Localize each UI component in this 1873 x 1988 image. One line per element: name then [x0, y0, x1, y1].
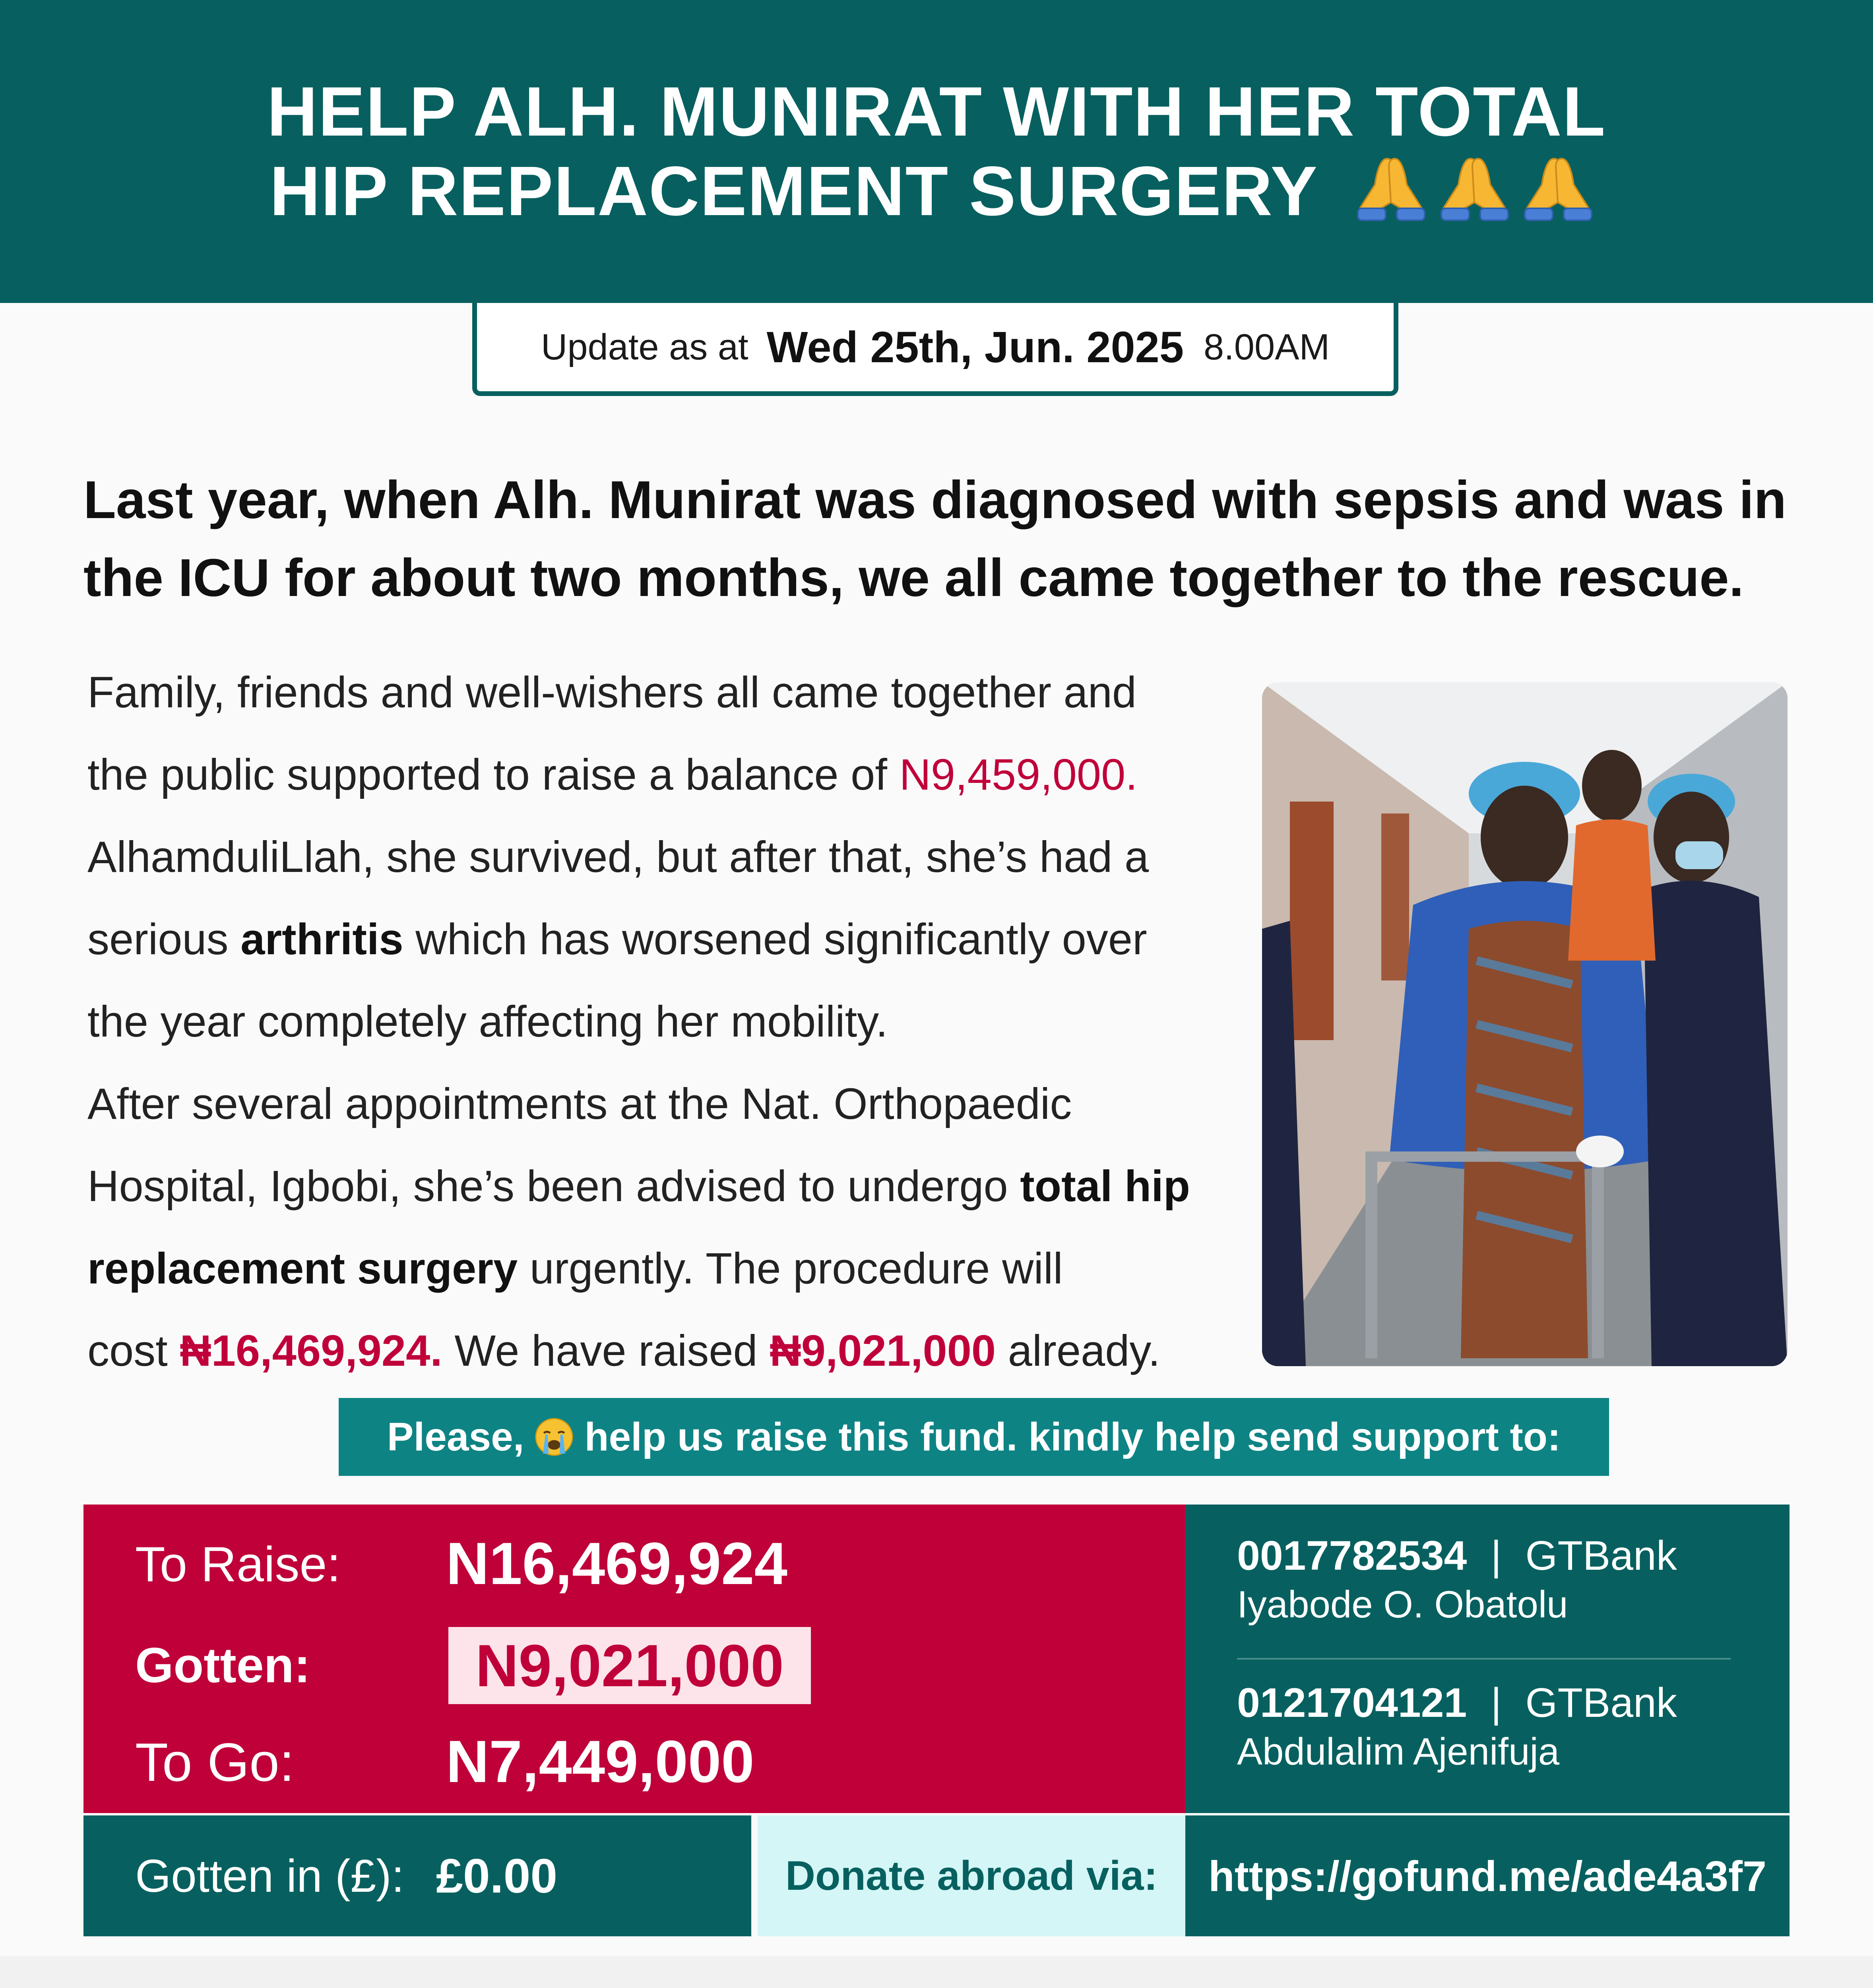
story-row: the year completely affecting her mobility. — [87, 997, 888, 1046]
gotten-value: N9,021,000 — [448, 1627, 811, 1704]
donate-abroad-label: Donate abroad via: — [785, 1852, 1158, 1899]
story-row — [87, 1227, 1248, 1310]
cost-amount: ₦16,469,924. — [180, 1326, 442, 1375]
update-badge — [472, 303, 1398, 396]
account-separator: | — [1491, 1680, 1502, 1726]
header-banner — [0, 0, 1873, 303]
fund-summary — [83, 1505, 1185, 1813]
to-raise-value: N16,469,924 — [446, 1530, 788, 1597]
account-name: Abdulalim Ajenifuja — [1237, 1730, 1560, 1773]
story-row — [87, 734, 1248, 816]
story-row: Family, friends and well-wishers all came together and — [87, 668, 1137, 717]
story-row — [87, 1310, 1248, 1392]
account-bank: GTBank — [1525, 1533, 1677, 1579]
story-text: cost — [87, 1326, 180, 1375]
donate-abroad-label-box — [758, 1815, 1185, 1936]
story-text: the public supported to raise a balance of — [87, 750, 900, 799]
raised-amount: ₦9,021,000 — [770, 1326, 996, 1375]
story-text: urgently. The procedure will — [518, 1244, 1063, 1293]
gofundme-link[interactable]: https://gofund.me/ade4a3f7 — [1208, 1852, 1767, 1900]
account-number: 0121704121 — [1237, 1680, 1467, 1726]
story-row — [87, 1145, 1248, 1227]
headline-line-2 — [270, 151, 1603, 231]
gbp-value: £0.00 — [436, 1849, 558, 1903]
account-name: Iyabode O. Obatolu — [1237, 1583, 1568, 1626]
gotten-label: Gotten: — [135, 1638, 310, 1693]
hospital-corridor-illustration — [1262, 682, 1788, 1366]
to-go-value: N7,449,000 — [446, 1728, 754, 1795]
gbp-label: Gotten in (£): — [135, 1850, 404, 1902]
plea-text-1: Please, — [387, 1414, 524, 1459]
headline-line-2-text: HIP REPLACEMENT SURGERY — [270, 152, 1317, 230]
gbp-summary — [83, 1815, 751, 1936]
account-separator: | — [1491, 1533, 1502, 1579]
balance-amount: N9,459,000. — [899, 750, 1138, 799]
patient-photo — [1262, 682, 1788, 1366]
folded-hands-icon — [1349, 155, 1603, 222]
footer-contacts — [0, 1956, 1873, 1988]
plea-text-2: help us raise this fund. kindly help send support to: — [584, 1414, 1561, 1459]
story-text: We have raised — [442, 1326, 770, 1375]
plea-banner — [339, 1398, 1609, 1476]
account-number: 0017782534 — [1237, 1533, 1467, 1579]
intro-heading — [83, 461, 1813, 617]
account-bank: GTBank — [1525, 1680, 1677, 1726]
account-divider — [1237, 1658, 1731, 1660]
update-time: 8.00AM — [1204, 326, 1330, 367]
account-item — [1237, 1679, 1677, 1774]
story-text: serious — [87, 915, 241, 964]
headline-line-1: HELP ALH. MUNIRAT WITH HER TOTAL — [267, 73, 1606, 151]
story-text: Hospital, Igbobi, she’s been advised to undergo — [87, 1162, 1020, 1211]
story-paragraph — [87, 651, 1248, 1392]
story-text: which has worsened significantly over — [403, 915, 1147, 964]
intro-line-2: the ICU for about two months, we all came together to the rescue. — [83, 548, 1744, 608]
gofundme-link-box[interactable] — [1185, 1815, 1790, 1936]
surgery-emphasis: total hip — [1020, 1162, 1190, 1211]
story-row — [87, 898, 1248, 980]
crying-face-icon — [534, 1417, 574, 1457]
story-row: After several appointments at the Nat. Orthopaedic — [87, 1079, 1072, 1128]
arthritis-emphasis: arthritis — [240, 915, 403, 964]
story-row: AlhamduliLlah, she survived, but after that, she’s had a — [87, 833, 1149, 881]
update-label: Update as at — [541, 326, 748, 367]
account-item — [1237, 1532, 1677, 1627]
bank-accounts — [1185, 1505, 1790, 1813]
story-text: already. — [996, 1326, 1160, 1375]
surgery-emphasis: replacement surgery — [87, 1244, 518, 1293]
intro-line-1: Last year, when Alh. Munirat was diagnosed with sepsis and was in — [83, 470, 1787, 530]
to-go-label: To Go: — [135, 1732, 295, 1792]
update-date: Wed 25th, Jun. 2025 — [766, 322, 1184, 372]
to-raise-label: To Raise: — [135, 1537, 341, 1592]
